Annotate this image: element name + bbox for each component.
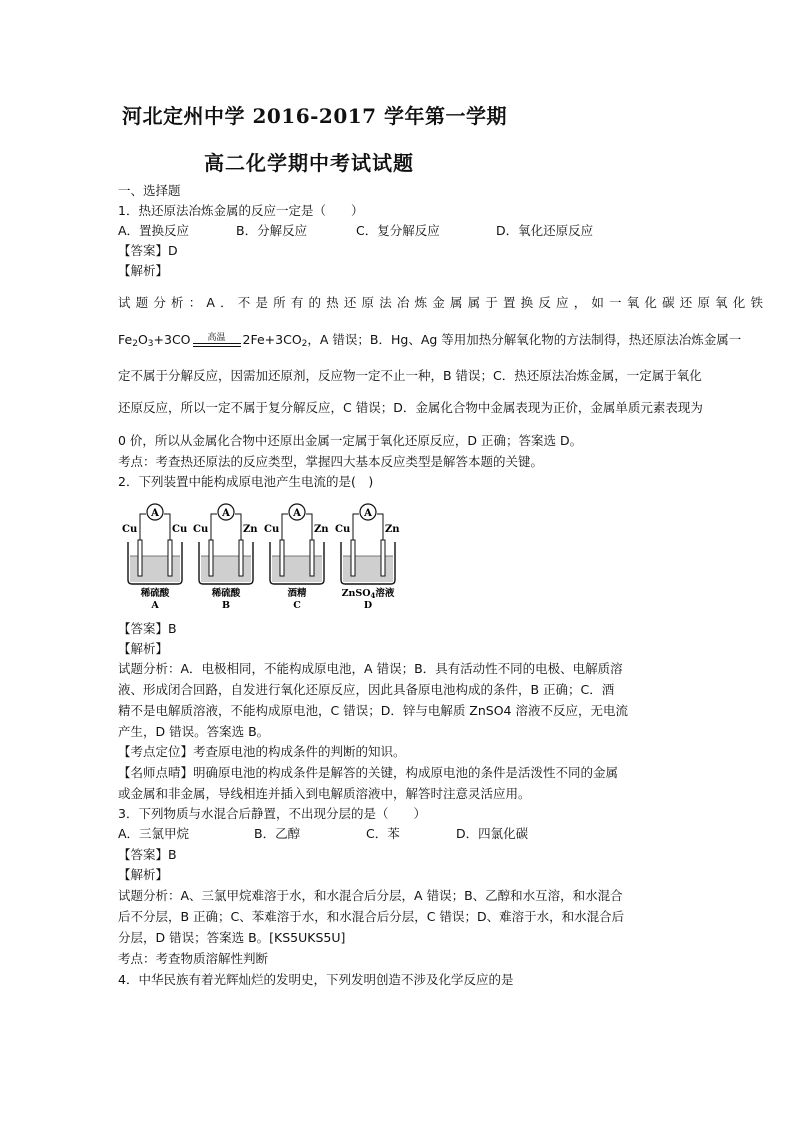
q3-analysis-line3: 分层，D 错误；答案选 B。[KS5UKS5U]	[118, 930, 346, 945]
q1-option-b: B．分解反应	[236, 223, 308, 238]
ammeter-label: A	[364, 508, 372, 519]
q2-tip-line2: 或金属和非金属，导线相连并插入到电解质溶液中，解答时注意灵活应用。	[118, 786, 531, 801]
q2-point: 【考点定位】考查原电池的构成条件的判断的知识。	[118, 744, 406, 759]
q1-option-d: D．氧化还原反应	[496, 223, 594, 238]
solution-label: 稀硫酸	[140, 588, 170, 599]
electrode-left	[138, 540, 142, 576]
exam-subject-title: 高二化学期中考试试题	[204, 151, 414, 175]
reaction-arrow: 高温	[193, 334, 241, 347]
cell-letter: A	[151, 600, 159, 610]
q2-tip-line1: 【名师点晴】明确原电池的构成条件是解答的关键，构成原电池的条件是活泼性不同的金属	[118, 765, 619, 780]
exam-school-title: 河北定州中学 2016-2017 学年第一学期	[122, 104, 508, 128]
q2-analysis-line3: 精不是电解质溶液，不能构成原电池，C 错误；D．锌与电解质 ZnSO4 溶液不反应，无电流	[118, 703, 628, 718]
section-heading: 一、选择题	[118, 183, 181, 198]
reaction-equation: $Fe_2O_3+3CO$ 高温 $2Fe+3CO_2$	[118, 332, 308, 349]
cell-letter: C	[293, 600, 301, 610]
solution-label: 酒精	[287, 588, 307, 599]
q1-option-a: A．置换反应	[118, 223, 190, 238]
q3-stem: 3．下列物质与水混合后静置，不出现分层的是（ ）	[118, 806, 426, 821]
cell-letter: B	[221, 600, 231, 610]
ammeter-label: A	[293, 508, 301, 519]
q1-analysis-line1: 试题分析：A．不是所有的热还原法冶炼金属属于置换反应，如一氧化碳还原氧化铁	[118, 295, 763, 310]
electrode-right-label: Zn	[385, 524, 400, 535]
q3-analysis-label: 【解析】	[118, 867, 169, 882]
q3-analysis-line2: 后不分层，B 正确；C、苯难溶于水，和水混合后分层，C 错误；D、难溶于水，和水混合后	[118, 909, 625, 924]
q1-answer: 【答案】D	[118, 243, 178, 258]
q2-analysis-label: 【解析】	[118, 641, 169, 656]
q1-analysis-line4: 还原反应，所以一定不属于复分解反应，C 错误；D．金属化合物中金属表现为正价，金属单质元素表现为	[118, 400, 703, 415]
solution-label: 稀硫酸	[211, 588, 241, 599]
electrode-right	[310, 540, 314, 576]
electrode-left-label: Cu	[335, 524, 351, 535]
q1-option-c: C．复分解反应	[356, 223, 440, 238]
electrode-left-label: Cu	[122, 524, 138, 535]
q3-point: 考点：考查物质溶解性判断	[118, 951, 269, 966]
ammeter-label: A	[151, 508, 159, 519]
galvanic-cell-figure	[118, 498, 408, 610]
q3-answer: 【答案】B	[118, 847, 177, 862]
q3-option-b: B．乙醇	[254, 826, 301, 841]
galvanic-cell	[264, 504, 329, 610]
q3-option-a: A．三氯甲烷	[118, 826, 190, 841]
cell-letter: D	[363, 600, 373, 610]
q1-analysis-label: 【解析】	[118, 263, 169, 278]
galvanic-cell	[193, 504, 258, 610]
electrode-left	[351, 540, 355, 576]
q1-stem: 1．热还原法冶炼金属的反应一定是（ ）	[118, 203, 364, 218]
q1-analysis-line3: 定不属于分解反应，因需加还原剂，反应物一定不止一种，B 错误；C．热还原法冶炼金属，一定属于氧化	[118, 368, 702, 383]
electrode-right	[168, 540, 172, 576]
electrode-right-label: Cu	[172, 524, 188, 535]
electrode-right-label: Zn	[243, 524, 258, 535]
q2-stem: 2．下列装置中能构成原电池产生电流的是( )	[118, 474, 374, 489]
galvanic-cell	[335, 504, 400, 610]
q2-analysis-line2: 液、形成闭合回路，自发进行氧化还原反应，因此具备原电池构成的条件，B 正确；C．酒	[118, 682, 615, 697]
electrode-left-label: Cu	[264, 524, 280, 535]
q1-analysis-line2: $Fe_2O_3+3CO$ 高温 $2Fe+3CO_2$，A 错误；B．Hg、Ag 等用加热分解氧化物的方法制得，热还原法冶炼金属一	[118, 332, 742, 349]
q3-option-d: D．四氯化碳	[456, 826, 529, 841]
electrode-right-label: Zn	[314, 524, 329, 535]
q4-stem: 4．中华民族有着光辉灿烂的发明史，下列发明创造不涉及化学反应的是	[118, 972, 514, 987]
q1-point: 考点：考查热还原法的反应类型，掌握四大基本反应类型是解答本题的关键。	[118, 454, 544, 469]
galvanic-cell	[122, 504, 187, 610]
electrode-left-label: Cu	[193, 524, 209, 535]
q2-analysis-line4: 产生，D 错误。答案选 B。	[118, 724, 270, 739]
solution-label: ZnSO$_4$溶液	[341, 588, 395, 600]
q1-analysis-line5: 0 价，所以从金属化合物中还原出金属一定属于氧化还原反应，D 正确；答案选 D。	[118, 433, 583, 448]
q3-options	[118, 825, 528, 843]
q3-analysis-line1: 试题分析：A、三氯甲烷难溶于水，和水混合后分层，A 错误；B、乙醇和水互溶，和水混合	[118, 888, 623, 903]
electrode-right	[239, 540, 243, 576]
ammeter-label: A	[222, 508, 230, 519]
q2-answer: 【答案】B	[118, 621, 177, 636]
q3-option-c: C．苯	[366, 826, 400, 841]
electrode-left	[209, 540, 213, 576]
q2-analysis-line1: 试题分析：A．电极相同，不能构成原电池，A 错误；B．具有活动性不同的电极、电解质溶	[118, 661, 623, 676]
electrode-right	[381, 540, 385, 576]
electrode-left	[280, 540, 284, 576]
q1-options	[118, 222, 593, 240]
